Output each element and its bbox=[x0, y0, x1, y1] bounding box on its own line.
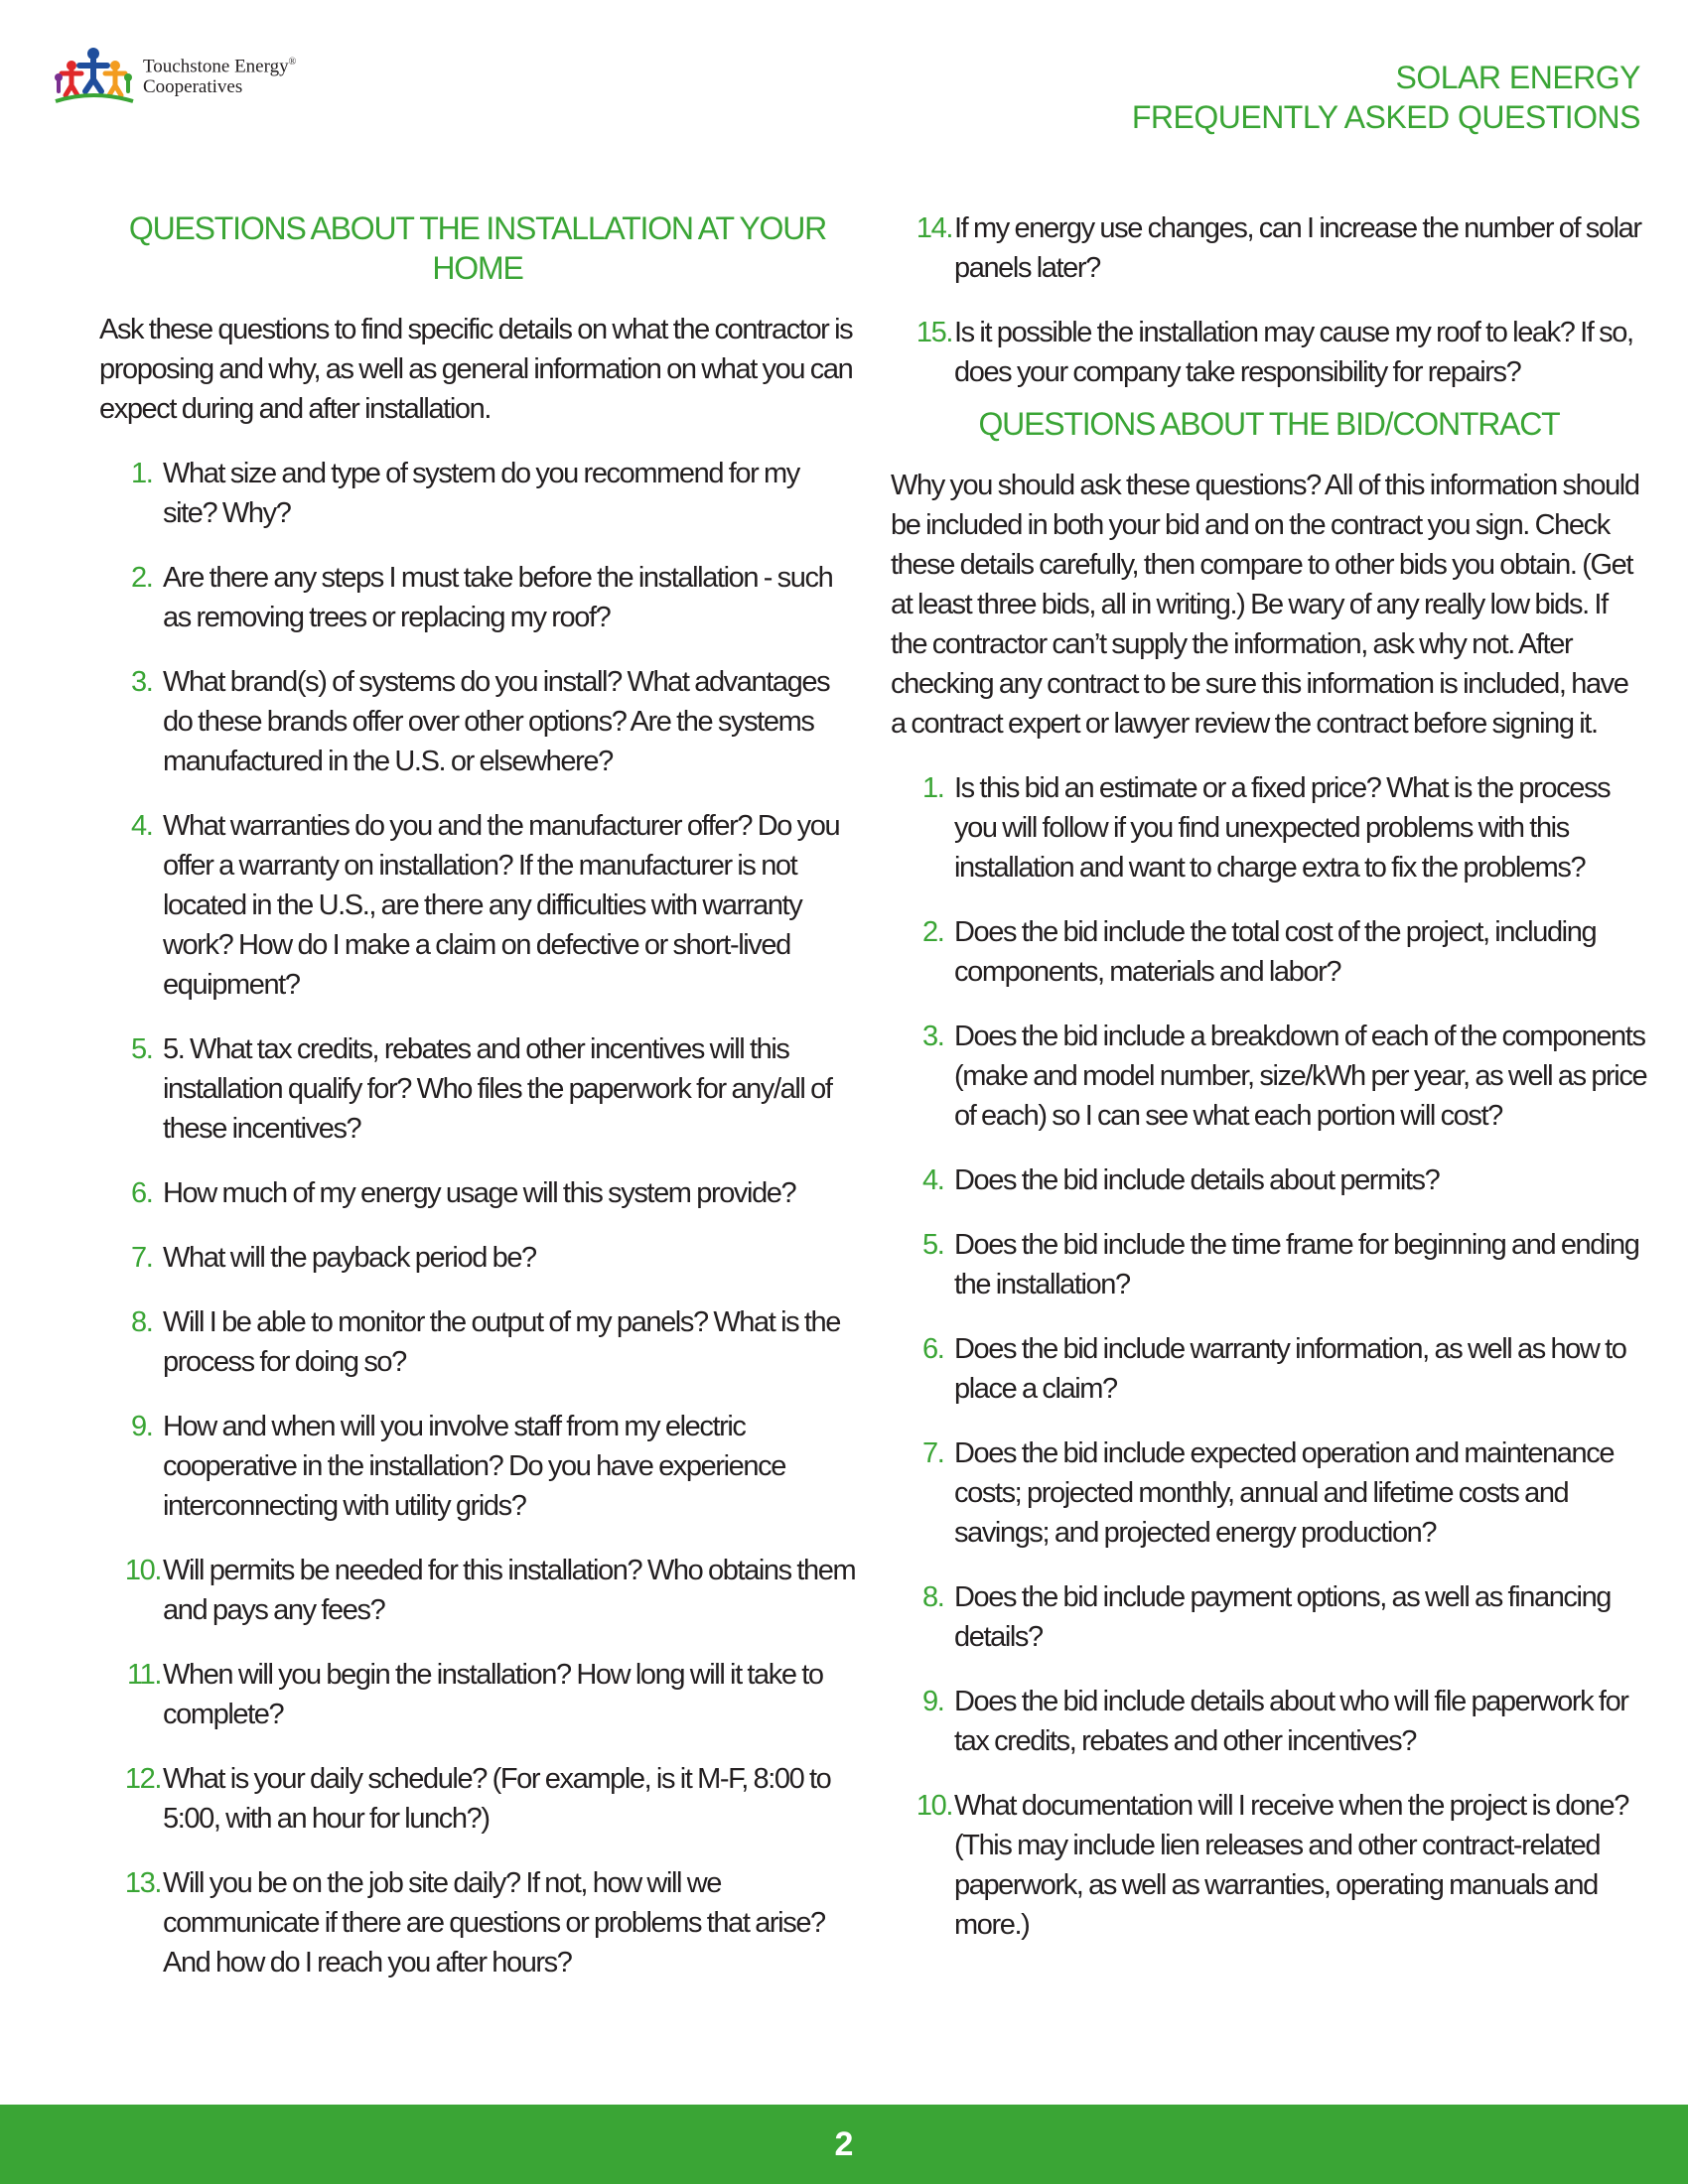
list-item bbox=[891, 1225, 1647, 1304]
document-title-line1: SOLAR ENERGY bbox=[1395, 60, 1640, 95]
item-text: Is it possible the installation may cause my roof to leak? If so, does your company take responsibility for repairs? bbox=[954, 317, 1633, 388]
list-item bbox=[99, 1551, 856, 1630]
item-number: 13. bbox=[124, 1867, 161, 1899]
item-text: What documentation will I receive when the project is done? (This may include lien releases and other contract-related paperwork, as well as warranties, operating manuals and more.) bbox=[954, 1790, 1628, 1941]
item-number: 7. bbox=[131, 1242, 153, 1274]
logo-line2: Cooperatives bbox=[143, 76, 243, 98]
item-text: What size and type of system do you recommend for my site? Why? bbox=[163, 458, 799, 529]
item-number: 12. bbox=[124, 1763, 161, 1795]
item-text: Does the bid include the total cost of the project, including components, materials and labor? bbox=[954, 916, 1597, 988]
item-text: Will you be on the job site daily? If not, how will we communicate if there are questions or problems that arise? And how do I reach you after hours? bbox=[163, 1867, 825, 1979]
installation-question-list bbox=[99, 454, 856, 1982]
list-item bbox=[99, 454, 856, 533]
item-text: Are there any steps I must take before the installation - such as removing trees or replacing my roof? bbox=[163, 562, 833, 633]
list-item bbox=[99, 1029, 856, 1149]
right-column bbox=[891, 208, 1647, 1970]
item-number: 6. bbox=[922, 1333, 944, 1365]
installation-intro: Ask these questions to find specific details on what the contractor is proposing and why, as well as general information on what you can expect during and after installation. bbox=[99, 314, 853, 425]
item-number: 15. bbox=[915, 317, 952, 348]
bid-contract-intro: Why you should ask these questions? All of this information should be included in both your bid and on the contract you sign. Check these details carefully, then compare to other bids you obtain. (Get at least three bids, all in writing.) Be wary of any really low bids. If the contractor can’t supply the information, ask why not. After checking any contract to be sure this information is included, have a contract expert or lawyer review the contract before signing it. bbox=[891, 470, 1639, 740]
list-item bbox=[891, 1577, 1647, 1657]
footer-bar bbox=[0, 2105, 1688, 2184]
item-text: Does the bid include payment options, as well as financing details? bbox=[954, 1581, 1612, 1653]
item-number: 11. bbox=[127, 1659, 161, 1691]
list-item bbox=[891, 1433, 1647, 1553]
list-item bbox=[99, 1759, 856, 1839]
list-item bbox=[891, 1682, 1647, 1761]
item-number: 7. bbox=[922, 1437, 944, 1469]
list-item bbox=[891, 1786, 1647, 1945]
item-text: Does the bid include details about who will file paperwork for tax credits, rebates and other incentives? bbox=[954, 1686, 1628, 1757]
item-text: Is this bid an estimate or a fixed price? What is the process you will follow if you find unexpected problems with this installation and want to charge extra to fix the problems? bbox=[954, 772, 1611, 884]
list-item bbox=[99, 1655, 856, 1734]
list-item bbox=[891, 1329, 1647, 1409]
item-text: If my energy use changes, can I increase the number of solar panels later? bbox=[954, 212, 1641, 284]
touchstone-energy-logo bbox=[50, 44, 296, 105]
item-number: 5. bbox=[131, 1033, 153, 1065]
bid-contract-question-list bbox=[891, 768, 1647, 1945]
item-number: 2. bbox=[131, 562, 153, 594]
item-text: Does the bid include the time frame for beginning and ending the installation? bbox=[954, 1229, 1639, 1300]
page-number: 2 bbox=[834, 2124, 854, 2163]
item-number: 3. bbox=[922, 1021, 944, 1052]
list-item bbox=[891, 768, 1647, 887]
item-number: 2. bbox=[922, 916, 944, 948]
item-number: 10. bbox=[915, 1790, 952, 1822]
list-item bbox=[99, 1407, 856, 1526]
item-text: What is your daily schedule? (For example, is it M-F, 8:00 to 5:00, with an hour for lunch?) bbox=[163, 1763, 831, 1835]
item-text: Does the bid include a breakdown of each of the components (make and model number, size/kWh per year, as well as price of each) so I can see what each portion will cost? bbox=[954, 1021, 1647, 1132]
list-item bbox=[891, 1017, 1647, 1136]
left-column bbox=[99, 208, 856, 2007]
item-number: 4. bbox=[131, 810, 153, 842]
logo-registered-mark: ® bbox=[288, 56, 297, 68]
list-item bbox=[99, 1863, 856, 1982]
item-number: 6. bbox=[131, 1177, 153, 1209]
item-text: What brand(s) of systems do you install? What advantages do these brands offer over other options? Are the systems manufactured in the U.S. or elsewhere? bbox=[163, 666, 830, 777]
item-number: 10. bbox=[124, 1555, 161, 1586]
logo-wordmark bbox=[143, 52, 296, 97]
item-text: When will you begin the installation? How long will it take to complete? bbox=[163, 1659, 823, 1730]
item-number: 9. bbox=[922, 1686, 944, 1717]
cooperative-people-icon bbox=[50, 44, 137, 105]
document-title bbox=[1132, 58, 1640, 137]
item-number: 1. bbox=[131, 458, 153, 489]
item-number: 8. bbox=[922, 1581, 944, 1613]
bid-contract-heading: QUESTIONS ABOUT THE BID/CONTRACT bbox=[978, 406, 1560, 442]
item-text: How and when will you involve staff from my electric cooperative in the installation? Do you have experience interconnecting with utility grids? bbox=[163, 1411, 785, 1522]
item-text: Does the bid include warranty information, as well as how to place a claim? bbox=[954, 1333, 1626, 1405]
item-text: How much of my energy usage will this system provide? bbox=[163, 1177, 796, 1209]
installation-heading: QUESTIONS ABOUT THE INSTALLATION AT YOUR HOME bbox=[128, 210, 827, 286]
item-text: Does the bid include details about permits? bbox=[954, 1164, 1440, 1196]
document-title-line2: FREQUENTLY ASKED QUESTIONS bbox=[1131, 99, 1640, 135]
item-number: 14. bbox=[915, 212, 952, 244]
list-item bbox=[891, 1160, 1647, 1200]
list-item bbox=[99, 1173, 856, 1213]
logo-line1: Touchstone Energy bbox=[143, 56, 289, 77]
item-text: 5. What tax credits, rebates and other incentives will this installation qualify for? Who files the paperwork for any/all of these incentives? bbox=[163, 1033, 832, 1145]
item-number: 5. bbox=[922, 1229, 944, 1261]
list-item bbox=[891, 208, 1647, 288]
item-number: 8. bbox=[131, 1306, 153, 1338]
list-item bbox=[891, 313, 1647, 392]
item-text: Does the bid include expected operation and maintenance costs; projected monthly, annual and lifetime costs and savings; and projected energy production? bbox=[954, 1437, 1615, 1549]
item-text: Will I be able to monitor the output of my panels? What is the process for doing so? bbox=[163, 1306, 840, 1378]
item-number: 1. bbox=[922, 772, 944, 804]
list-item bbox=[891, 912, 1647, 992]
list-item bbox=[99, 1238, 856, 1278]
list-item bbox=[99, 662, 856, 781]
installation-question-list-continued bbox=[891, 208, 1647, 392]
item-text: What warranties do you and the manufacturer offer? Do you offer a warranty on installation? If the manufacturer is not located in the U.S., are there any difficulties with warranty work? How do I make a claim on defective or short-lived equipment? bbox=[163, 810, 840, 1001]
item-text: Will permits be needed for this installation? Who obtains them and pays any fees? bbox=[163, 1555, 856, 1626]
item-text: What will the payback period be? bbox=[163, 1242, 536, 1274]
list-item bbox=[99, 806, 856, 1005]
item-number: 9. bbox=[131, 1411, 153, 1442]
list-item bbox=[99, 1302, 856, 1382]
item-number: 3. bbox=[131, 666, 153, 698]
item-number: 4. bbox=[922, 1164, 944, 1196]
list-item bbox=[99, 558, 856, 637]
